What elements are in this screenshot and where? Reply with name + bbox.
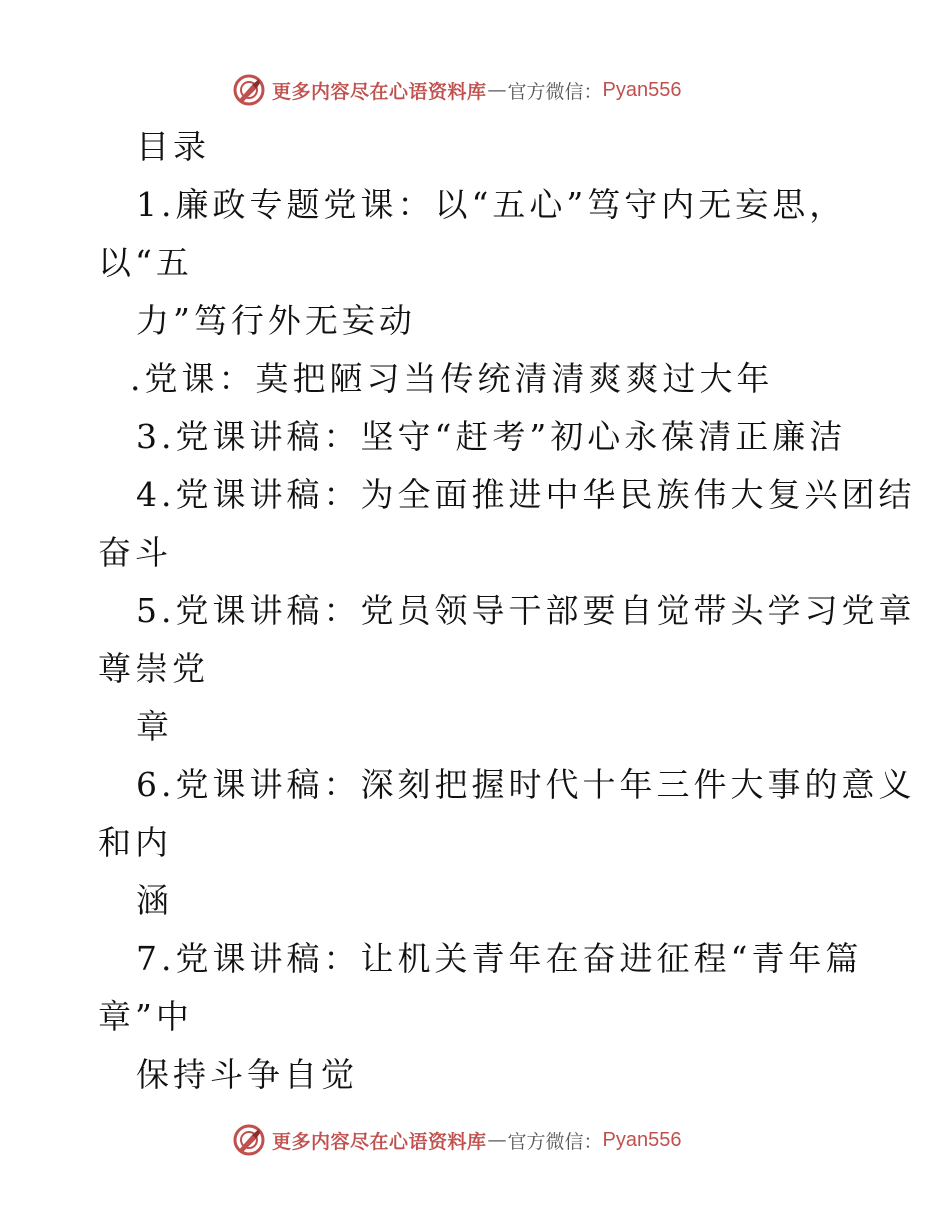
banner-wechat-id: Pyan556 (602, 78, 682, 101)
banner-dash: — (487, 79, 507, 101)
toc-line: 章 (136, 707, 173, 746)
toc-line: 尊崇党 (98, 649, 209, 688)
banner-title: 更多内容尽在心语资料库 (272, 1130, 487, 1153)
toc-heading: 目录 (136, 127, 210, 166)
pen-nib-logo-icon (232, 73, 266, 107)
banner-dash: — (487, 1129, 507, 1151)
toc-line: 6.党课讲稿：深刻把握时代十年三件大事的意义 (136, 765, 916, 804)
toc-line: 保持斗争自觉 (136, 1055, 358, 1094)
banner-wechat-label: 官方微信： (507, 80, 603, 103)
toc-line: 涵 (136, 881, 173, 920)
document-body (98, 118, 916, 1104)
footer-watermark (232, 1120, 682, 1160)
banner-title: 更多内容尽在心语资料库 (272, 80, 487, 103)
toc-line: 和内 (98, 823, 172, 862)
toc-line: 奋斗 (98, 533, 172, 572)
header-watermark (232, 70, 682, 110)
toc-line: 章”中 (98, 997, 193, 1036)
banner-wechat-id: Pyan556 (602, 1128, 682, 1151)
toc-line: .党课：莫把陋习当传统清清爽爽过大年 (130, 359, 774, 398)
toc-line: 4.党课讲稿：为全面推进中华民族伟大复兴团结 (136, 475, 916, 514)
banner-wechat-label: 官方微信： (507, 1130, 603, 1153)
pen-nib-logo-icon (232, 1123, 266, 1157)
toc-line: 1.廉政专题党课：以“五心”笃守内无妄思， (136, 185, 847, 224)
toc-line: 3.党课讲稿：坚守“赶考”初心永葆清正廉洁 (136, 417, 847, 456)
toc-line: 力”笃行外无妄动 (136, 301, 416, 340)
toc-line: 5.党课讲稿：党员领导干部要自觉带头学习党章 (136, 591, 916, 630)
toc-line: 以“五 (98, 243, 193, 282)
toc-line: 7.党课讲稿：让机关青年在奋进征程“青年篇 (136, 939, 863, 978)
